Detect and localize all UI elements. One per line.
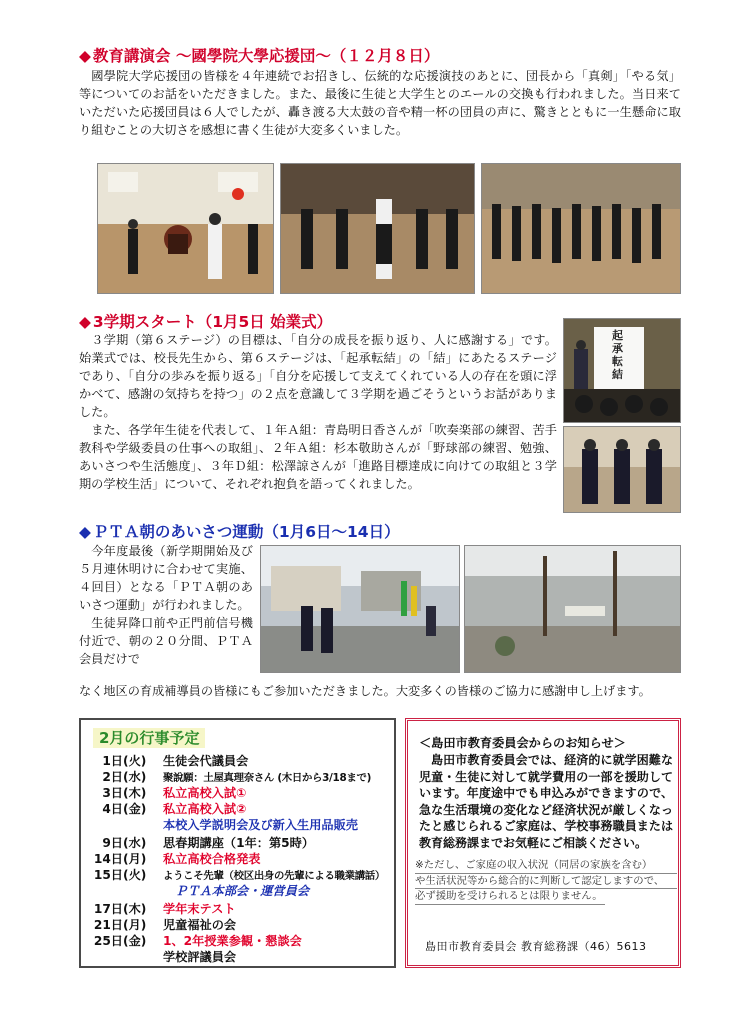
event-text: 学年末テスト — [163, 902, 236, 916]
notice-note-line: 必ず援助を受けられるとは限りません。 — [415, 889, 605, 905]
photo-morning-greeting-entrance — [464, 545, 681, 673]
diamond-bullet-icon: ◆ — [79, 523, 91, 541]
photo-student-representatives — [563, 426, 681, 513]
diamond-bullet-icon: ◆ — [79, 313, 91, 331]
diamond-bullet-icon: ◆ — [79, 47, 91, 65]
notice-footer: 島田市教育委員会 教育総務課（46）5613 — [425, 940, 647, 953]
section2-paragraph-2: また、各学年生徒を代表して、１年Ａ組：青島明日香さんが「吹奏楽部の練習、苦手教科や学級委員の仕事への取組」、２年Ａ組：杉本敬助さんが「野球部の練習、勉強、あいさつや生活態度」、３年Ｄ組：松澤諒さんが「進路目標達成に向けての取組と３学期の学校生活」について、それぞれ抱負を語ってくれました。 — [79, 423, 557, 491]
event-weekday: (金) — [123, 802, 147, 816]
photo-cheer-squad — [280, 163, 475, 294]
schedule-title: 2月の行事予定 — [93, 728, 205, 748]
section2-paragraph-1: ３学期（第６ステージ）の目標は、「自分の成長を振り返り、人に感謝する」です。始業式では、校長先生から、第６ステージは、「起承転結」の「結」にあたるステージであり、「自分の歩みを振り返る」「自分を応援して支えてくれている人の存在を頭に浮かべて、感謝の気持ちを持つ」の２点を意識して３学期を過ごそうというお話がありました。 — [79, 333, 557, 419]
section2-heading — [79, 312, 332, 332]
event-day: 25日 — [93, 934, 123, 948]
event-day: 21日 — [93, 918, 123, 932]
event-day: 14日 — [93, 852, 123, 866]
schedule-row — [91, 785, 246, 801]
notice-note-line: ※ただし、ご家庭の収入状況（同居の家族を含む） — [415, 858, 677, 874]
photo-cheer-drum — [97, 163, 274, 294]
event-text: 私立高校入試② — [163, 802, 247, 816]
event-weekday: (木) — [123, 786, 147, 800]
event-text: 児童福祉の会 — [163, 918, 237, 932]
section3-paragraph-1: 今年度最後（新学期開始及び５月連休明けに合わせて実施、４回目）となる「ＰＴＡ朝のあいさつ運動」が行われました。 — [79, 544, 253, 612]
notice-title: ＜島田市教育委員会からのお知らせ＞ — [419, 736, 626, 750]
event-day: 9日 — [102, 836, 123, 850]
schedule-subrow: ＰＴＡ本部会・運営員会 — [175, 884, 310, 898]
schedule-row — [91, 753, 248, 769]
event-text: 1、2年授業参観・懇談会 — [163, 934, 302, 948]
event-text: ようこそ先輩（校区出身の先輩による職業講話） — [163, 870, 385, 882]
schedule-row — [91, 851, 261, 867]
section3-body-top — [79, 542, 253, 668]
event-text: 生徒会代議員会 — [163, 754, 249, 768]
event-day: 15日 — [93, 868, 123, 882]
notice-inner — [411, 724, 675, 962]
event-weekday: (月) — [123, 918, 147, 932]
section1-paragraph: 國學院大学応援団の皆様を４年連続でお招きし、伝統的な応援演技のあとに、団長から「真剣」「やる気」等についてのお話をいただきました。また、最後に生徒と大学生とのエールの交換も行われました。当日来ていただいた応援団員は６人でしたが、轟き渡る大太鼓の音や精一杯の団員の声に、驚きとともに一生懸命に取り組むことの大切さを感想に書く生徒が大変多くいました。 — [79, 69, 681, 137]
event-day: 1日 — [102, 754, 123, 768]
section3-paragraph-3: なく地区の育成補導員の皆様にもご参加いただきました。大変多くの皆様のご協力に感謝申し上げます。 — [79, 684, 651, 698]
event-day: 2日 — [102, 770, 123, 784]
notice-note — [415, 858, 677, 905]
event-day: 17日 — [93, 902, 123, 916]
section1-body — [79, 67, 681, 139]
event-weekday: (水) — [123, 770, 147, 784]
event-text: 私立高校入試① — [163, 786, 247, 800]
notice-paragraph: 島田市教育委員会では、経済的に就学困難な児童・生徒に対して就学費用の一部を援助しています。年度途中でも申込みができますので、急な生活環境の変化など経済状況が厳しくなったと感じられるご家庭は、学校事務職員または教育総務課までお気軽にご相談ください。 — [419, 753, 673, 850]
section2-body — [79, 331, 557, 493]
event-weekday: (火) — [123, 754, 147, 768]
photo-morning-greeting-gate — [260, 545, 460, 673]
section1-heading-text: 教育講演会 ～國學院大學応援団～（１２月８日） — [92, 47, 440, 65]
schedule-row — [91, 901, 236, 917]
event-weekday: (月) — [123, 852, 147, 866]
schedule-subrow: 本校入学説明会及び新入生用品販売 — [163, 818, 358, 832]
event-weekday: (水) — [123, 836, 147, 850]
event-weekday: (火) — [123, 868, 147, 882]
photo-principal-speech — [563, 318, 681, 423]
schedule-row — [91, 917, 236, 933]
event-text: 思春期講座（1年：第5時） — [163, 836, 315, 850]
schedule-row — [91, 835, 314, 851]
schedule-subrow: 学校評議員会 — [163, 950, 237, 964]
event-text: 聚說願：土屋真理奈さん (木日から3/18まで) — [163, 772, 372, 784]
schedule-row — [91, 801, 246, 817]
section1-heading — [79, 46, 439, 66]
schedule-row — [91, 933, 302, 949]
schedule-row — [91, 867, 385, 884]
board-text: 起承転結 — [612, 329, 623, 381]
photo-students-cheer — [481, 163, 681, 294]
section3-heading — [79, 522, 400, 542]
notice-body — [419, 752, 673, 851]
section3-body-bottom — [79, 682, 681, 700]
section3-paragraph-2: 生徒昇降口前や正門前信号機付近で、朝の２０分間、ＰＴＡ会員だけで — [79, 616, 253, 666]
notice-box — [405, 718, 681, 968]
event-weekday: (金) — [123, 934, 147, 948]
event-text: 私立高校合格発表 — [163, 852, 261, 866]
schedule-box — [79, 718, 396, 968]
event-weekday: (木) — [123, 902, 147, 916]
section3-heading-text: ＰＴＡ朝のあいさつ運動（1月6日～14日） — [92, 523, 400, 541]
event-day: 4日 — [102, 802, 123, 816]
notice-note-line: や生活状況等から総合的に判断して認定しますので、 — [415, 874, 677, 890]
event-day: 3日 — [102, 786, 123, 800]
schedule-row — [91, 769, 371, 786]
section2-heading-text: 3学期スタート（1月5日 始業式） — [92, 313, 333, 331]
